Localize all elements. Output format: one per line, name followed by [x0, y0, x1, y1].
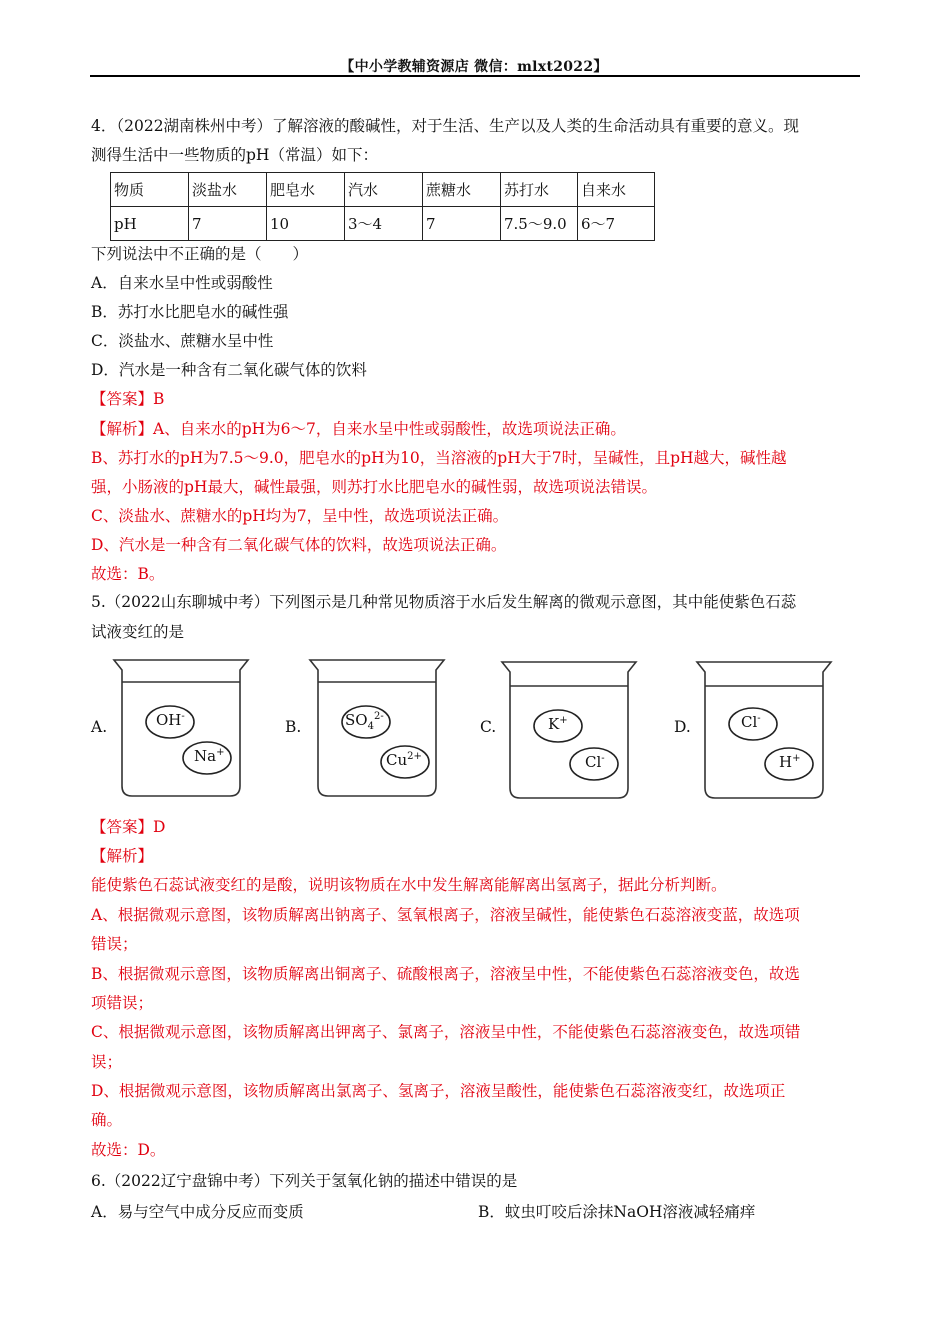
table-cell: 7 [423, 207, 501, 241]
header-divider [90, 75, 860, 77]
ion-charge: 2+ [407, 751, 422, 762]
table-row [111, 207, 655, 241]
q5-analysis-line: 错误； [91, 935, 138, 953]
table-row [111, 173, 655, 207]
beaker-b-label: B. [285, 718, 302, 736]
table-cell: 物质 [111, 173, 189, 207]
ion-charge: - [757, 713, 761, 724]
q4-analysis-line: D、汽水是一种含有二氧化碳气体的饮料，故选项说法正确。 [91, 536, 507, 554]
table-cell: pH [111, 207, 189, 241]
q4-conclusion: 故选：B。 [91, 565, 165, 583]
page-header: 【中小学教辅资源店 微信：mlxt2022】 [340, 59, 608, 75]
ion-symbol: Cl [741, 713, 758, 731]
table-cell: 肥皂水 [267, 173, 345, 207]
q5-analysis-title: 【解析】 [91, 847, 154, 865]
beaker-d [695, 660, 835, 802]
ion-symbol: OH [156, 711, 182, 729]
q4-analysis-line: B、苏打水的pH为7.5～9.0，肥皂水的pH为10，当溶液的pH大于7时，呈碱性，且pH越大，碱性越 [91, 449, 787, 467]
ion-sulfate [345, 711, 384, 732]
q4-question: 下列说法中不正确的是（ ） [91, 245, 309, 263]
ion-charge: 2- [373, 711, 384, 722]
beaker-c-label: C. [480, 718, 497, 736]
ion-hydrogen [779, 753, 800, 771]
ion-symbol: Na [194, 747, 217, 765]
table-cell: 6～7 [578, 207, 655, 241]
ion-chloride [585, 753, 605, 771]
q4-option-d: D．汽水是一种含有二氧化碳气体的饮料 [91, 361, 367, 379]
q4-analysis-line: C、淡盐水、蔗糖水的pH均为7，呈中性，故选项说法正确。 [91, 507, 509, 525]
q4-stem-line2: 测得生活中一些物质的pH（常温）如下： [91, 146, 378, 164]
table-cell: 自来水 [578, 173, 655, 207]
table-cell: 蔗糖水 [423, 173, 501, 207]
q5-analysis-line: B、根据微观示意图，该物质解离出铜离子、硫酸根离子，溶液呈中性，不能使紫色石蕊溶液变色，故选 [91, 965, 800, 983]
ion-symbol: Cu [386, 751, 408, 769]
q5-stem-line2: 试液变红的是 [91, 623, 185, 641]
ion-symbol: K [548, 715, 560, 733]
table-cell: 10 [267, 207, 345, 241]
q5-conclusion: 故选：D。 [91, 1141, 166, 1159]
q5-analysis-line: 误； [91, 1053, 123, 1071]
table-cell: 淡盐水 [189, 173, 267, 207]
ion-charge: + [216, 747, 225, 758]
ion-charge: + [792, 753, 801, 764]
q4-analysis-line: 【解析】A、自来水的pH为6～7，自来水呈中性或弱酸性，故选项说法正确。 [91, 420, 626, 438]
q5-analysis-line: D、根据微观示意图，该物质解离出氯离子、氢离子，溶液呈酸性，能使紫色石蕊溶液变红，故选项正 [91, 1082, 786, 1100]
ion-charge: + [559, 715, 568, 726]
ion-potassium [548, 715, 568, 733]
ion-copper [386, 751, 422, 769]
q4-option-b: B．苏打水比肥皂水的碱性强 [91, 303, 289, 321]
table-cell: 苏打水 [501, 173, 578, 207]
q6-option-a: A．易与空气中成分反应而变质 [91, 1203, 304, 1221]
q4-option-a: A．自来水呈中性或弱酸性 [91, 274, 273, 292]
q5-analysis-line: 能使紫色石蕊试液变红的是酸，说明该物质在水中发生解离能解离出氢离子，据此分析判断。 [91, 876, 727, 894]
q5-analysis-line: A、根据微观示意图，该物质解离出钠离子、氢氧根离子，溶液呈碱性，能使紫色石蕊溶液变蓝，故选项 [91, 906, 800, 924]
q6-stem: 6.（2022辽宁盘锦中考）下列关于氢氧化钠的描述中错误的是 [91, 1172, 518, 1190]
table-cell: 7 [189, 207, 267, 241]
ion-hydroxide [156, 711, 185, 729]
ion-chloride [741, 713, 761, 731]
q5-answer: 【答案】D [91, 818, 166, 836]
table-cell: 3～4 [345, 207, 423, 241]
q4-answer: 【答案】B [91, 390, 165, 408]
ion-charge: - [181, 711, 185, 722]
ion-symbol: Cl [585, 753, 602, 771]
beaker-d-label: D. [674, 718, 691, 736]
q5-analysis-line: C、根据微观示意图，该物质解离出钾离子、氯离子，溶液呈中性，不能使紫色石蕊溶液变色，故选项错 [91, 1023, 801, 1041]
ion-symbol: H [779, 753, 793, 771]
ion-subscript: 4 [367, 721, 374, 732]
ion-symbol: SO [345, 711, 368, 729]
q4-option-c: C．淡盐水、蔗糖水呈中性 [91, 332, 274, 350]
q5-analysis-line: 确。 [91, 1111, 123, 1129]
beaker-a [112, 658, 252, 800]
q5-stem-line1: 5.（2022山东聊城中考）下列图示是几种常见物质溶于水后发生解离的微观示意图，其中能使紫色石蕊 [91, 593, 797, 611]
ph-table [110, 172, 655, 241]
beaker-c [500, 660, 640, 802]
q6-option-b: B．蚊虫叮咬后涂抹NaOH溶液减轻痛痒 [478, 1203, 756, 1221]
q4-stem-line1: 4．（2022湖南株州中考）了解溶液的酸碱性，对于生活、生产以及人类的生命活动具有重要的意义。现 [91, 117, 800, 135]
q4-analysis-line: 强，小肠液的pH最大，碱性最强，则苏打水比肥皂水的碱性弱，故选项说法错误。 [91, 478, 657, 496]
table-cell: 7.5～9.0 [501, 207, 578, 241]
ion-charge: - [601, 753, 605, 764]
beaker-a-label: A. [91, 718, 108, 736]
table-cell: 汽水 [345, 173, 423, 207]
ion-sodium [194, 747, 224, 765]
q5-analysis-line: 项错误； [91, 994, 154, 1012]
